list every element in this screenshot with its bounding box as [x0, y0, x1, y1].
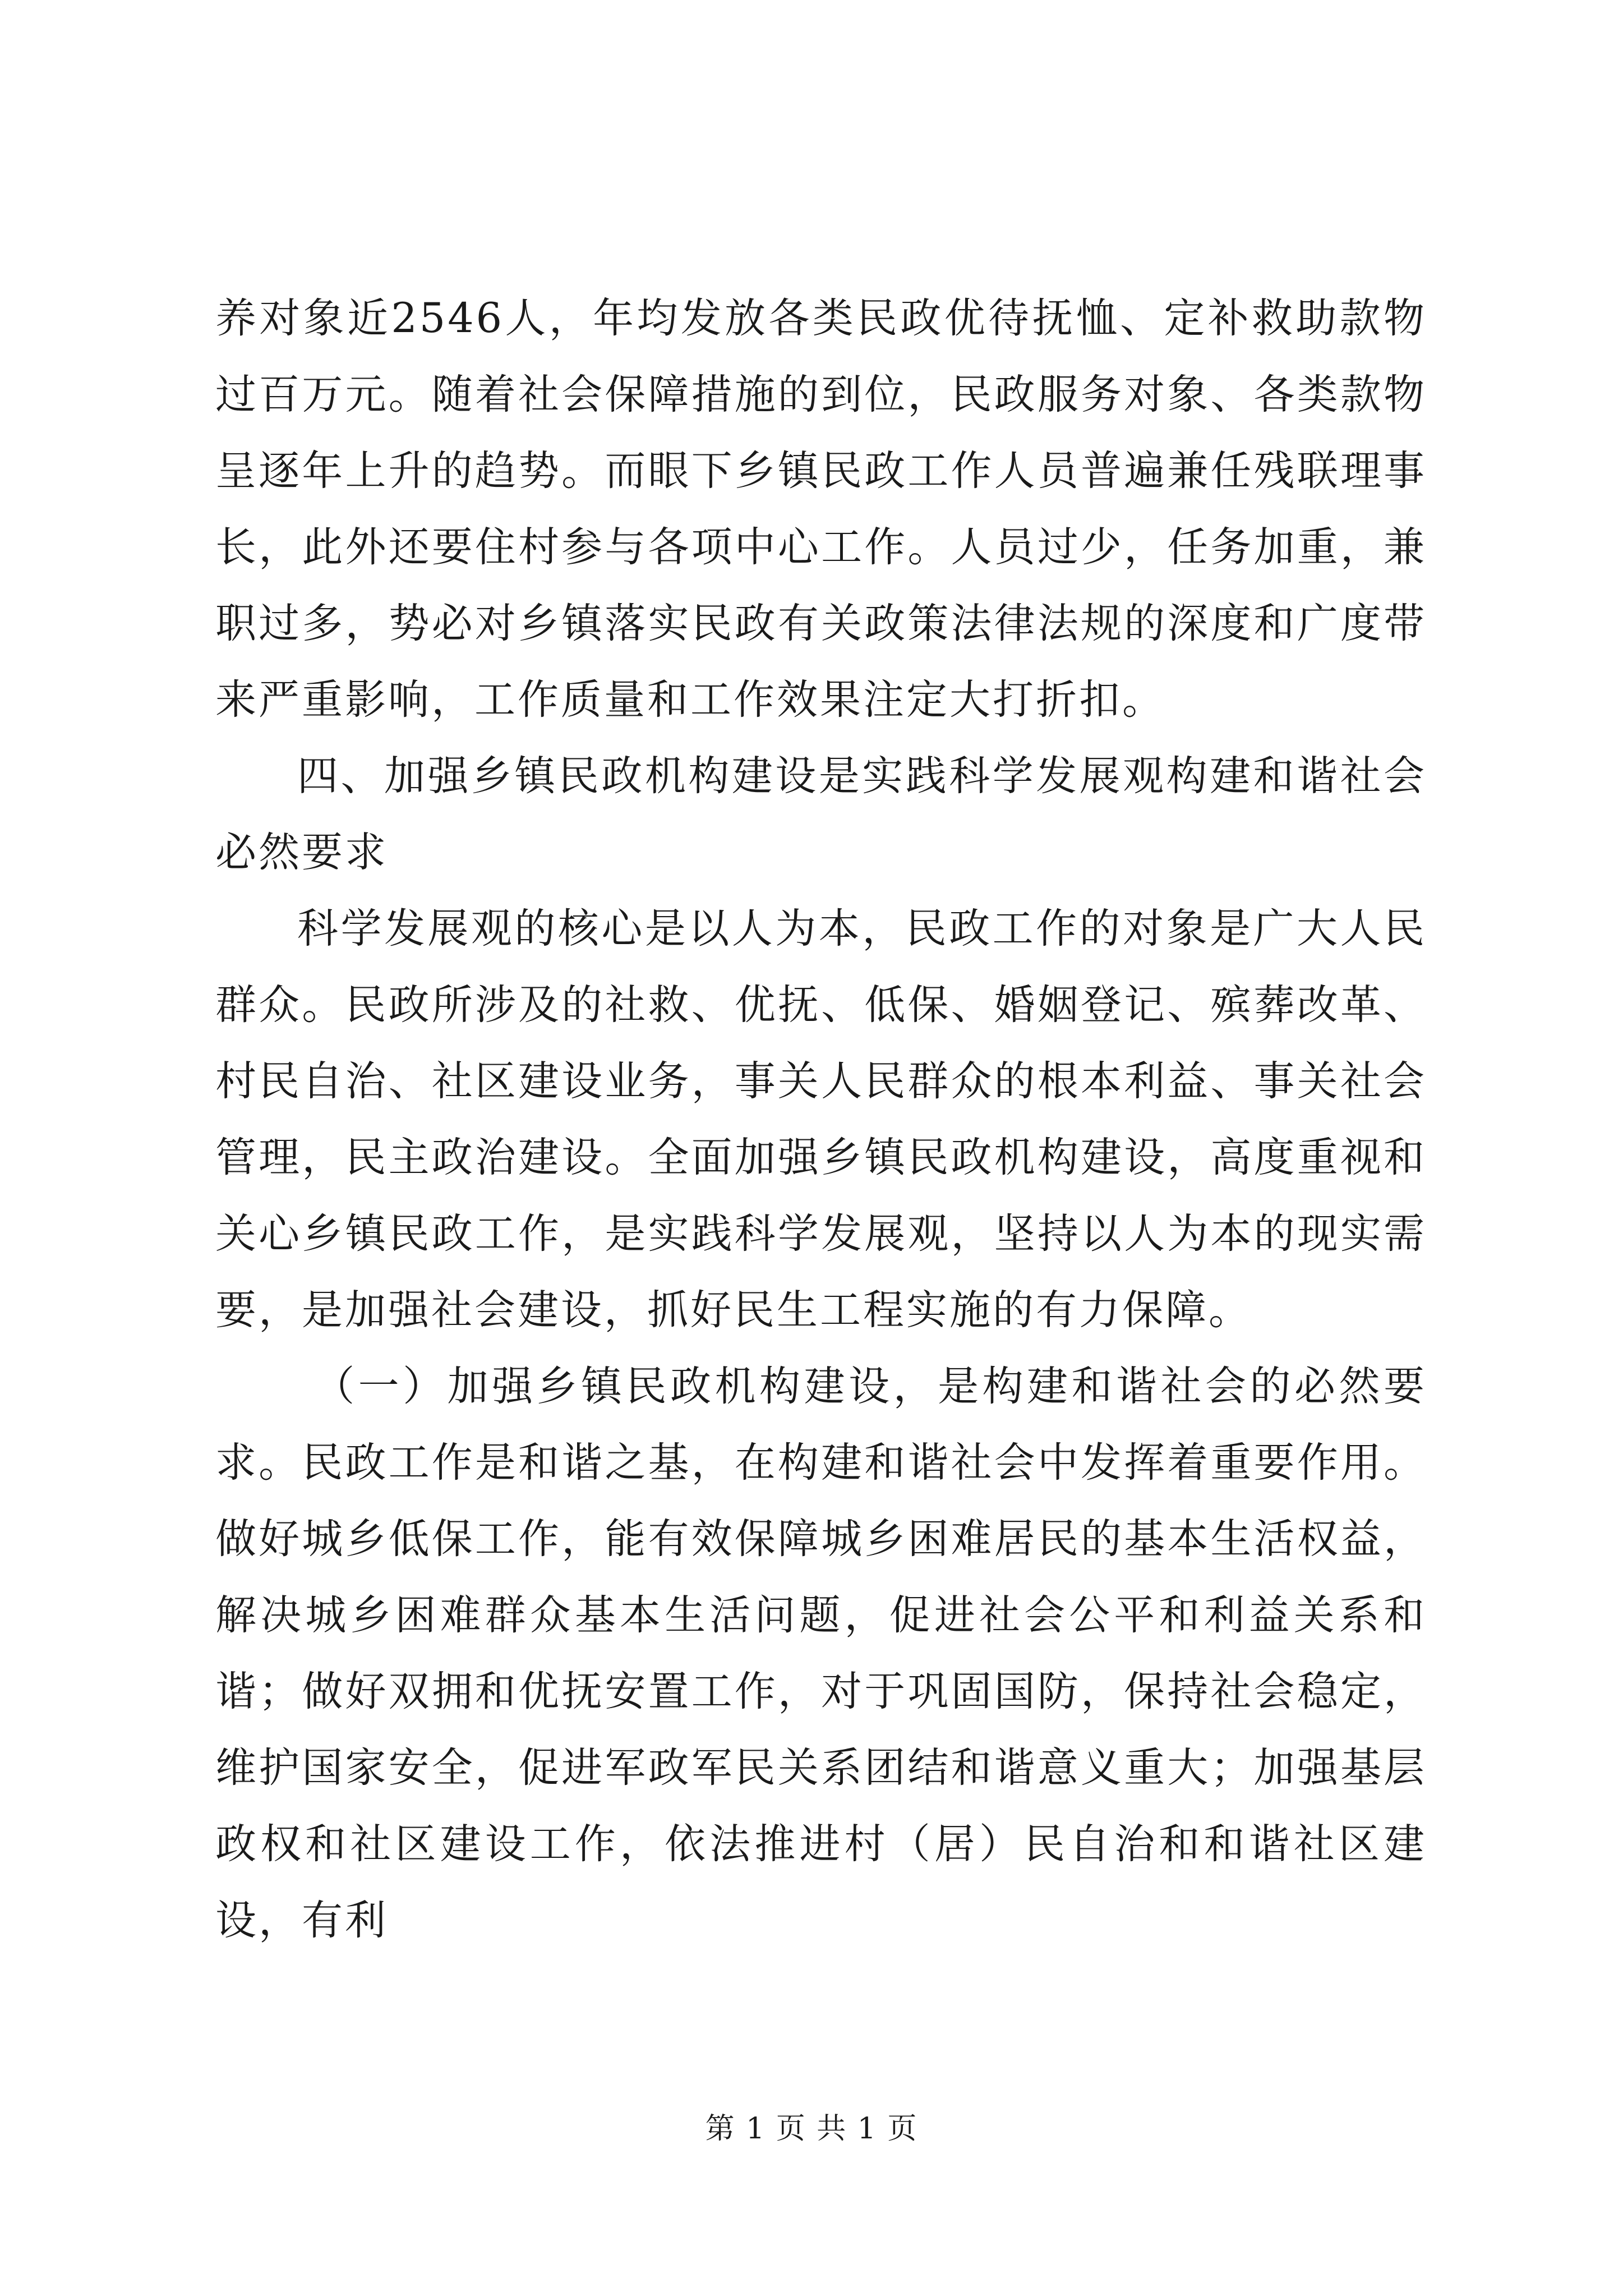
paragraph-subsection-one: （一）加强乡镇民政机构建设，是构建和谐社会的必然要求。民政工作是和谐之基，在构建和谐社会中发挥着重要作用。做好城乡低保工作，能有效保障城乡困难居民的基本生活权益，解决城乡困难群众基本生活问题，促进社会公平和利益关系和谐；做好双拥和优抚安置工作，对于巩固国防，保持社会稳定，维护国家安全，促进军政军民关系团结和谐意义重大；加强基层政权和社区建设工作，依法推进村（居）民自治和和谐社区建设，有利	[215, 1363, 1427, 1944]
document-body	[215, 280, 1427, 1959]
paragraph-scientific-development: 科学发展观的核心是以人为本，民政工作的对象是广大人民群众。民政所涉及的社救、优抚、低保、婚姻登记、殡葬改革、村民自治、社区建设业务，事关人民群众的根本利益、事关社会管理，民主政治建设。全面加强乡镇民政机构建设，高度重视和关心乡镇民政工作，是实践科学发展观，坚持以人为本的现实需要，是加强社会建设，抓好民生工程实施的有力保障。	[215, 905, 1427, 1334]
section-heading-four: 四、加强乡镇民政机构建设是实践科学发展观构建和谐社会必然要求	[215, 752, 1427, 876]
paragraph-continuation: 养对象近2546人，年均发放各类民政优待抚恤、定补救助款物过百万元。随着社会保障措施的到位，民政服务对象、各类款物呈逐年上升的趋势。而眼下乡镇民政工作人员普遍兼任残联理事长，此外还要住村参与各项中心工作。人员过少，任务加重，兼职过多，势必对乡镇落实民政有关政策法律法规的深度和广度带来严重影响，工作质量和工作效果注定大打折扣。	[215, 295, 1427, 724]
page-number-footer: 第 1 页 共 1 页	[705, 2112, 918, 2146]
